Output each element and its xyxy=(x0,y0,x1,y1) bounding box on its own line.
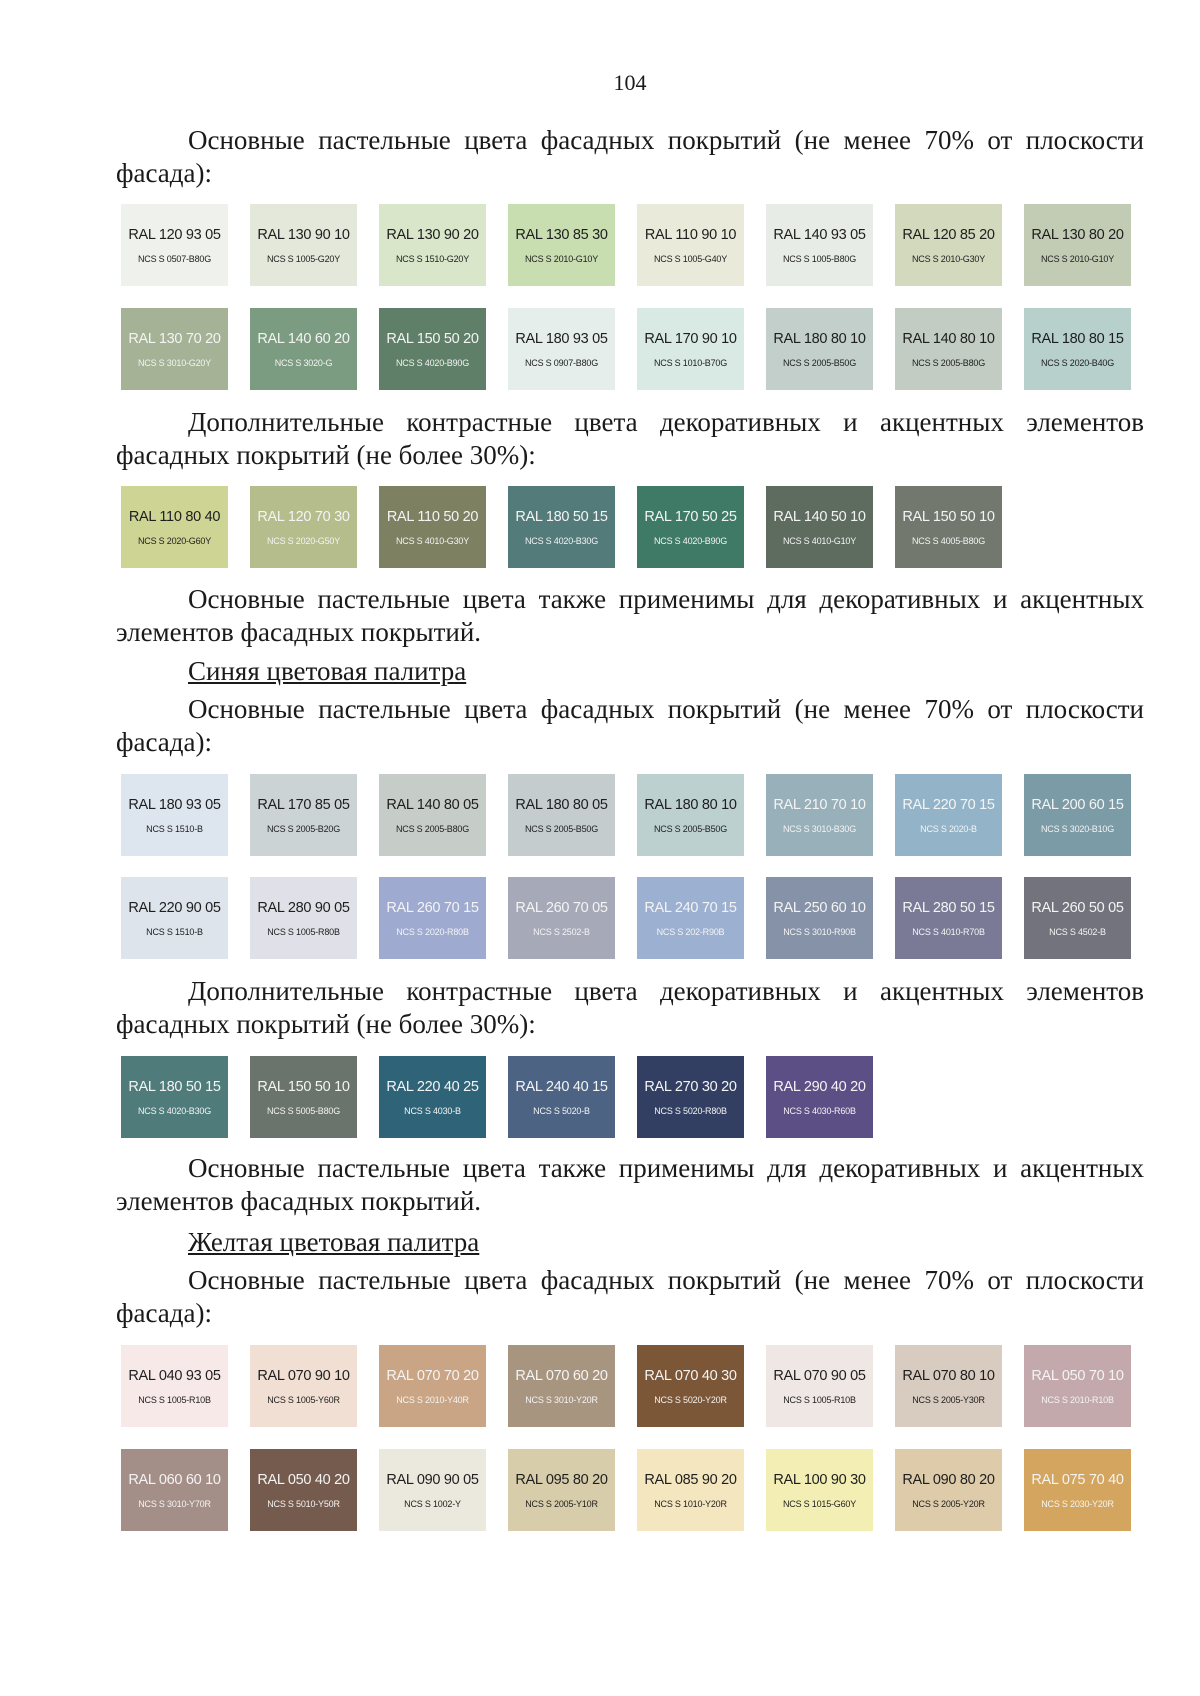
swatch-ncs-code: NCS S 202-R90B xyxy=(656,926,725,937)
swatch-ncs-code: NCS S 3010-B30G xyxy=(782,823,857,834)
swatch-ncs-code: NCS S 3020-G xyxy=(274,357,333,368)
swatch-ncs-code: NCS S 2005-Y10R xyxy=(525,1498,598,1509)
swatch-ral-code: RAL 140 50 10 xyxy=(773,508,866,525)
color-swatch xyxy=(508,204,615,286)
swatch-ral-code: RAL 100 90 30 xyxy=(773,1471,866,1488)
swatch-ncs-code: NCS S 2010-R10B xyxy=(1041,1394,1114,1405)
swatch-ncs-code: NCS S 0507-B80G xyxy=(137,253,212,264)
swatch-ral-code: RAL 150 50 10 xyxy=(902,508,995,525)
green-extra-row xyxy=(121,486,1024,568)
swatch-ral-code: RAL 140 80 05 xyxy=(386,796,479,813)
color-swatch xyxy=(379,1449,486,1531)
green-main-row-1 xyxy=(121,204,1153,286)
swatch-ral-code: RAL 180 93 05 xyxy=(128,796,221,813)
color-swatch xyxy=(766,1056,873,1138)
swatch-ncs-code: NCS S 2020-B xyxy=(920,823,977,834)
swatch-ncs-code: NCS S 2010-Y40R xyxy=(396,1394,469,1405)
swatch-ncs-code: NCS S 4010-G30Y xyxy=(395,535,470,546)
swatch-ral-code: RAL 110 50 20 xyxy=(386,508,479,525)
color-swatch xyxy=(766,486,873,568)
swatch-ncs-code: NCS S 1005-B80G xyxy=(782,253,857,264)
swatch-ncs-code: NCS S 2005-B50G xyxy=(524,823,599,834)
color-swatch xyxy=(121,308,228,390)
color-swatch xyxy=(1024,877,1131,959)
swatch-ncs-code: NCS S 4010-R70B xyxy=(912,926,985,937)
swatch-ral-code: RAL 170 85 05 xyxy=(257,796,350,813)
swatch-ncs-code: NCS S 2010-G10Y xyxy=(524,253,599,264)
swatch-ncs-code: NCS S 2005-Y20R xyxy=(912,1498,985,1509)
swatch-ral-code: RAL 070 90 05 xyxy=(773,1367,866,1384)
color-swatch xyxy=(637,1345,744,1427)
swatch-ral-code: RAL 040 93 05 xyxy=(128,1367,221,1384)
swatch-ncs-code: NCS S 2005-Y30R xyxy=(912,1394,985,1405)
color-swatch xyxy=(508,308,615,390)
swatch-ncs-code: NCS S 4005-B80G xyxy=(911,535,986,546)
swatch-ncs-code: NCS S 1005-R10B xyxy=(783,1394,856,1405)
swatch-ral-code: RAL 180 93 05 xyxy=(515,330,608,347)
color-swatch xyxy=(895,1345,1002,1427)
color-swatch xyxy=(121,877,228,959)
swatch-ral-code: RAL 170 90 10 xyxy=(644,330,737,347)
paragraph-blue-also: Основные пастельные цвета также применимы для декоративных и акцентных элементов фасадных покрытий. xyxy=(116,1153,1144,1216)
color-swatch xyxy=(379,486,486,568)
swatch-ral-code: RAL 220 70 15 xyxy=(902,796,995,813)
paragraph-green-additional: Дополнительные контрастные цвета декоративных и акцентных элементов фасадных покрытий (не более 30%): xyxy=(116,407,1144,470)
color-swatch xyxy=(379,774,486,856)
paragraph-blue-additional: Дополнительные контрастные цвета декоративных и акцентных элементов фасадных покрытий (не более 30%): xyxy=(116,976,1144,1039)
swatch-ral-code: RAL 090 90 05 xyxy=(386,1471,479,1488)
swatch-ral-code: RAL 070 80 10 xyxy=(902,1367,995,1384)
swatch-ncs-code: NCS S 2020-G50Y xyxy=(266,535,341,546)
color-swatch xyxy=(250,308,357,390)
swatch-ncs-code: NCS S 1510-B xyxy=(146,823,203,834)
swatch-ncs-code: NCS S 5005-B80G xyxy=(266,1105,341,1116)
color-swatch xyxy=(250,774,357,856)
color-swatch xyxy=(766,1449,873,1531)
swatch-ral-code: RAL 075 70 40 xyxy=(1031,1471,1124,1488)
color-swatch xyxy=(1024,1345,1131,1427)
color-swatch xyxy=(121,1345,228,1427)
blue-main-row-2 xyxy=(121,877,1153,959)
swatch-ncs-code: NCS S 3020-B10G xyxy=(1040,823,1115,834)
paragraph-green-main: Основные пастельные цвета фасадных покрытий (не менее 70% от плоскости фасада): xyxy=(116,125,1144,188)
color-swatch xyxy=(250,877,357,959)
color-swatch xyxy=(895,486,1002,568)
color-swatch xyxy=(766,204,873,286)
green-main-row-2 xyxy=(121,308,1153,390)
swatch-ral-code: RAL 070 70 20 xyxy=(386,1367,479,1384)
swatch-ncs-code: NCS S 5020-R80B xyxy=(654,1105,727,1116)
color-swatch xyxy=(250,1056,357,1138)
swatch-ral-code: RAL 090 80 20 xyxy=(902,1471,995,1488)
swatch-ral-code: RAL 220 90 05 xyxy=(128,899,221,916)
swatch-ncs-code: NCS S 1510-B xyxy=(146,926,203,937)
color-swatch xyxy=(766,877,873,959)
color-swatch xyxy=(250,1449,357,1531)
swatch-ncs-code: NCS S 1005-R80B xyxy=(267,926,340,937)
swatch-ral-code: RAL 240 70 15 xyxy=(644,899,737,916)
swatch-ncs-code: NCS S 1005-R10B xyxy=(138,1394,211,1405)
color-swatch xyxy=(250,1345,357,1427)
swatch-ncs-code: NCS S 4020-B30G xyxy=(137,1105,212,1116)
swatch-ncs-code: NCS S 1010-Y20R xyxy=(654,1498,727,1509)
swatch-ral-code: RAL 170 50 25 xyxy=(644,508,737,525)
swatch-ncs-code: NCS S 2005-B20G xyxy=(266,823,341,834)
color-swatch xyxy=(637,774,744,856)
swatch-ncs-code: NCS S 2005-B50G xyxy=(653,823,728,834)
swatch-ral-code: RAL 120 70 30 xyxy=(257,508,350,525)
color-swatch xyxy=(637,877,744,959)
swatch-ral-code: RAL 120 85 20 xyxy=(902,226,995,243)
paragraph-yellow-main: Основные пастельные цвета фасадных покрытий (не менее 70% от плоскости фасада): xyxy=(116,1265,1144,1328)
swatch-ncs-code: NCS S 1002-Y xyxy=(404,1498,461,1509)
swatch-ral-code: RAL 130 90 20 xyxy=(386,226,479,243)
swatch-ral-code: RAL 110 80 40 xyxy=(128,508,221,525)
swatch-ral-code: RAL 070 40 30 xyxy=(644,1367,737,1384)
swatch-ncs-code: NCS S 5020-B xyxy=(533,1105,590,1116)
swatch-ncs-code: NCS S 5020-Y20R xyxy=(654,1394,727,1405)
swatch-ral-code: RAL 270 30 20 xyxy=(644,1078,737,1095)
swatch-ral-code: RAL 120 93 05 xyxy=(128,226,221,243)
swatch-ncs-code: NCS S 4030-R60B xyxy=(783,1105,856,1116)
swatch-ral-code: RAL 150 50 10 xyxy=(257,1078,350,1095)
swatch-ncs-code: NCS S 3010-G20Y xyxy=(137,357,212,368)
color-swatch xyxy=(637,486,744,568)
swatch-ncs-code: NCS S 1005-Y60R xyxy=(267,1394,340,1405)
swatch-ral-code: RAL 180 80 15 xyxy=(1031,330,1124,347)
swatch-ral-code: RAL 180 50 15 xyxy=(515,508,608,525)
paragraph-green-also: Основные пастельные цвета также применимы для декоративных и акцентных элементов фасадных покрытий. xyxy=(116,584,1144,647)
swatch-ral-code: RAL 140 93 05 xyxy=(773,226,866,243)
color-swatch xyxy=(379,204,486,286)
color-swatch xyxy=(379,308,486,390)
color-swatch xyxy=(379,1056,486,1138)
swatch-ral-code: RAL 130 90 10 xyxy=(257,226,350,243)
swatch-ncs-code: NCS S 2502-B xyxy=(533,926,590,937)
swatch-ncs-code: NCS S 5010-Y50R xyxy=(267,1498,340,1509)
color-swatch xyxy=(1024,1449,1131,1531)
blue-extra-row xyxy=(121,1056,895,1138)
color-swatch xyxy=(895,877,1002,959)
swatch-ncs-code: NCS S 2010-G30Y xyxy=(911,253,986,264)
color-swatch xyxy=(637,1449,744,1531)
blue-main-row-1 xyxy=(121,774,1153,856)
swatch-ral-code: RAL 250 60 10 xyxy=(773,899,866,916)
swatch-ncs-code: NCS S 1015-G60Y xyxy=(782,1498,857,1509)
swatch-ral-code: RAL 280 90 05 xyxy=(257,899,350,916)
swatch-ral-code: RAL 050 70 10 xyxy=(1031,1367,1124,1384)
color-swatch xyxy=(895,1449,1002,1531)
swatch-ral-code: RAL 220 40 25 xyxy=(386,1078,479,1095)
yellow-main-row-1 xyxy=(121,1345,1153,1427)
color-swatch xyxy=(895,774,1002,856)
swatch-ral-code: RAL 260 70 15 xyxy=(386,899,479,916)
swatch-ral-code: RAL 140 80 10 xyxy=(902,330,995,347)
color-swatch xyxy=(1024,774,1131,856)
swatch-ral-code: RAL 210 70 10 xyxy=(773,796,866,813)
color-swatch xyxy=(121,486,228,568)
swatch-ral-code: RAL 095 80 20 xyxy=(515,1471,608,1488)
swatch-ncs-code: NCS S 1510-G20Y xyxy=(395,253,470,264)
swatch-ral-code: RAL 180 80 10 xyxy=(644,796,737,813)
swatch-ral-code: RAL 200 60 15 xyxy=(1031,796,1124,813)
swatch-ncs-code: NCS S 0907-B80G xyxy=(524,357,599,368)
color-swatch xyxy=(508,774,615,856)
color-swatch xyxy=(121,774,228,856)
color-swatch xyxy=(250,486,357,568)
swatch-ral-code: RAL 260 70 05 xyxy=(515,899,608,916)
swatch-ral-code: RAL 290 40 20 xyxy=(773,1078,866,1095)
swatch-ncs-code: NCS S 1010-B70G xyxy=(653,357,728,368)
color-swatch xyxy=(1024,308,1131,390)
swatch-ral-code: RAL 140 60 20 xyxy=(257,330,350,347)
swatch-ncs-code: NCS S 2020-G60Y xyxy=(137,535,212,546)
swatch-ral-code: RAL 050 40 20 xyxy=(257,1471,350,1488)
swatch-ncs-code: NCS S 2005-B80G xyxy=(395,823,470,834)
yellow-palette-heading: Желтая цветовая палитра xyxy=(188,1227,480,1257)
swatch-ncs-code: NCS S 2020-R80B xyxy=(396,926,469,937)
swatch-ncs-code: NCS S 4030-B xyxy=(404,1105,461,1116)
swatch-ral-code: RAL 150 50 20 xyxy=(386,330,479,347)
swatch-ncs-code: NCS S 4020-B90G xyxy=(653,535,728,546)
swatch-ral-code: RAL 180 80 10 xyxy=(773,330,866,347)
swatch-ncs-code: NCS S 2020-B40G xyxy=(1040,357,1115,368)
swatch-ral-code: RAL 130 70 20 xyxy=(128,330,221,347)
color-swatch xyxy=(121,1449,228,1531)
color-swatch xyxy=(895,204,1002,286)
color-swatch xyxy=(379,877,486,959)
swatch-ral-code: RAL 060 60 10 xyxy=(128,1471,221,1488)
color-swatch xyxy=(637,204,744,286)
swatch-ncs-code: NCS S 3010-R90B xyxy=(783,926,856,937)
swatch-ncs-code: NCS S 4020-B30G xyxy=(524,535,599,546)
swatch-ral-code: RAL 180 80 05 xyxy=(515,796,608,813)
swatch-ral-code: RAL 180 50 15 xyxy=(128,1078,221,1095)
color-swatch xyxy=(1024,204,1131,286)
color-swatch xyxy=(637,308,744,390)
swatch-ncs-code: NCS S 3010-Y20R xyxy=(525,1394,598,1405)
swatch-ral-code: RAL 240 40 15 xyxy=(515,1078,608,1095)
swatch-ncs-code: NCS S 4020-B90G xyxy=(395,357,470,368)
color-swatch xyxy=(379,1345,486,1427)
swatch-ncs-code: NCS S 3010-Y70R xyxy=(138,1498,211,1509)
color-swatch xyxy=(766,1345,873,1427)
swatch-ral-code: RAL 070 60 20 xyxy=(515,1367,608,1384)
color-swatch xyxy=(895,308,1002,390)
swatch-ncs-code: NCS S 1005-G20Y xyxy=(266,253,341,264)
swatch-ral-code: RAL 130 80 20 xyxy=(1031,226,1124,243)
swatch-ncs-code: NCS S 4502-B xyxy=(1049,926,1106,937)
swatch-ncs-code: NCS S 2010-G10Y xyxy=(1040,253,1115,264)
swatch-ral-code: RAL 110 90 10 xyxy=(644,226,737,243)
color-swatch xyxy=(508,1449,615,1531)
swatch-ral-code: RAL 280 50 15 xyxy=(902,899,995,916)
color-swatch xyxy=(508,877,615,959)
color-swatch xyxy=(508,486,615,568)
page-number: 104 xyxy=(613,70,647,95)
color-swatch xyxy=(250,204,357,286)
paragraph-blue-main: Основные пастельные цвета фасадных покрытий (не менее 70% от плоскости фасада): xyxy=(116,694,1144,757)
swatch-ral-code: RAL 260 50 05 xyxy=(1031,899,1124,916)
color-swatch xyxy=(508,1056,615,1138)
yellow-main-row-2 xyxy=(121,1449,1153,1531)
swatch-ncs-code: NCS S 4010-G10Y xyxy=(782,535,857,546)
swatch-ral-code: RAL 130 85 30 xyxy=(515,226,608,243)
swatch-ral-code: RAL 085 90 20 xyxy=(644,1471,737,1488)
swatch-ncs-code: NCS S 2005-B50G xyxy=(782,357,857,368)
blue-palette-heading: Синяя цветовая палитра xyxy=(188,656,467,686)
swatch-ral-code: RAL 070 90 10 xyxy=(257,1367,350,1384)
swatch-ncs-code: NCS S 1005-G40Y xyxy=(653,253,728,264)
color-swatch xyxy=(766,774,873,856)
color-swatch xyxy=(121,1056,228,1138)
color-swatch xyxy=(508,1345,615,1427)
color-swatch xyxy=(766,308,873,390)
color-swatch xyxy=(637,1056,744,1138)
swatch-ncs-code: NCS S 2005-B80G xyxy=(911,357,986,368)
swatch-ncs-code: NCS S 2030-Y20R xyxy=(1041,1498,1114,1509)
color-swatch xyxy=(121,204,228,286)
